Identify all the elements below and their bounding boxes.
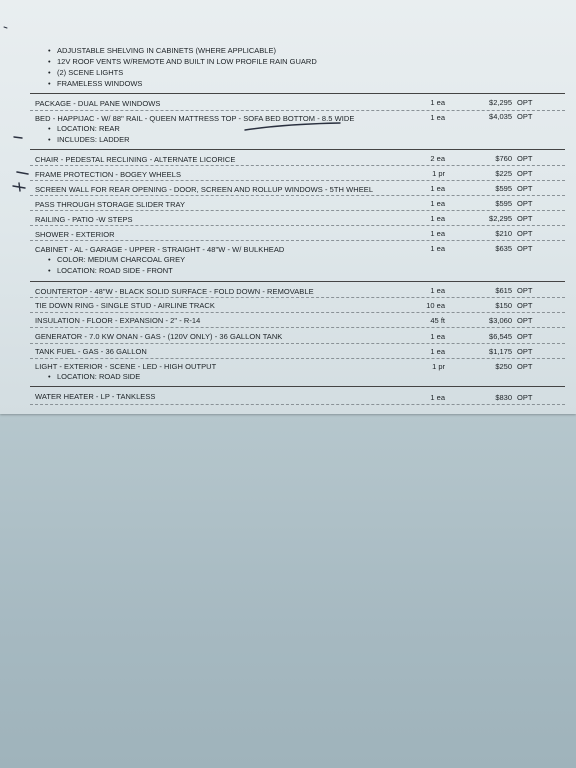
pen-dash-mark [17, 172, 28, 174]
item-description: TANK FUEL - GAS - 36 GALLON [35, 347, 147, 356]
pen-check-mark [13, 183, 25, 191]
item-opt: OPT [517, 301, 533, 310]
item-opt: OPT [517, 393, 533, 402]
item-price: $150 [495, 301, 512, 310]
item-quantity: 1 ea [430, 214, 445, 223]
item-description: CABINET - AL - GARAGE - UPPER - STRAIGHT - 48"W - W/ BULKHEAD [35, 245, 285, 254]
item-description: SCREEN WALL FOR REAR OPENING - DOOR, SCREEN AND ROLLUP WINDOWS - 5TH WHEEL [35, 185, 374, 194]
top-bullet: • FRAMELESS WINDOWS [57, 79, 142, 88]
item-description: GENERATOR - 7.0 KW ONAN - GAS - (120V ONLY) - 36 GALLON TANK [35, 332, 283, 341]
item-opt: OPT [517, 112, 533, 121]
pen-underline-mark [245, 123, 340, 130]
item-description: FRAME PROTECTION - BOGEY WHEELS [35, 170, 182, 179]
item-price: $2,295 [489, 98, 512, 107]
item-description: WATER HEATER - LP - TANKLESS [35, 392, 156, 401]
item-price: $225 [495, 169, 512, 178]
item-quantity: 1 ea [430, 393, 445, 402]
item-description: SHOWER - EXTERIOR [35, 230, 115, 239]
item-price: $250 [495, 362, 512, 371]
item-quantity: 1 ea [430, 184, 445, 193]
item-quantity: 45 ft [430, 316, 445, 325]
item-quantity: 1 ea [430, 229, 445, 238]
item-price: $595 [495, 184, 512, 193]
item-price: $760 [495, 154, 512, 163]
item-quantity: 10 ea [426, 301, 445, 310]
item-opt: OPT [517, 332, 533, 341]
item-price: $595 [495, 199, 512, 208]
item-sub-bullet: • INCLUDES: LADDER [57, 135, 130, 144]
item-description: BED - HAPPIJAC - W/ 88" RAIL - QUEEN MATTRESS TOP - SOFA BED BOTTOM - 8.5 WIDE [35, 114, 355, 123]
item-description: PACKAGE - DUAL PANE WINDOWS [35, 99, 161, 108]
pen-dot-mark [4, 27, 7, 28]
item-sub-bullet: • LOCATION: ROAD SIDE - FRONT [57, 266, 173, 275]
item-price: $830 [495, 393, 512, 402]
item-description: LIGHT - EXTERIOR - SCENE - LED - HIGH OUTPUT [35, 362, 217, 371]
item-opt: OPT [517, 362, 533, 371]
item-quantity: 1 ea [430, 347, 445, 356]
item-sub-bullet: • LOCATION: REAR [57, 124, 120, 133]
item-quantity: 1 ea [430, 113, 445, 122]
top-bullet: • 12V ROOF VENTS W/REMOTE AND BUILT IN LOW PROFILE RAIN GUARD [57, 57, 317, 66]
item-opt: OPT [517, 214, 533, 223]
item-price: $1,175 [489, 347, 512, 356]
item-opt: OPT [517, 286, 533, 295]
item-opt: OPT [517, 316, 533, 325]
item-price: $4,035 [489, 112, 512, 121]
item-price: $615 [495, 286, 512, 295]
item-opt: OPT [517, 169, 533, 178]
item-quantity: 1 ea [430, 332, 445, 341]
item-opt: OPT [517, 184, 533, 193]
item-price: $635 [495, 244, 512, 253]
item-description: CHAIR - PEDESTAL RECLINING - ALTERNATE LICORICE [35, 155, 236, 164]
item-quantity: 1 pr [432, 362, 445, 371]
item-price: $2,295 [489, 214, 512, 223]
item-quantity: 1 ea [430, 199, 445, 208]
item-opt: OPT [517, 229, 533, 238]
item-opt: OPT [517, 244, 533, 253]
item-quantity: 2 ea [430, 154, 445, 163]
item-opt: OPT [517, 154, 533, 163]
item-description: PASS THROUGH STORAGE SLIDER TRAY [35, 200, 186, 209]
item-description: INSULATION - FLOOR - EXPANSION - 2" - R-14 [35, 316, 201, 325]
item-price: $6,545 [489, 332, 512, 341]
item-opt: OPT [517, 199, 533, 208]
item-opt: OPT [517, 347, 533, 356]
top-bullet: • (2) SCENE LIGHTS [57, 68, 123, 77]
top-bullet: • ADJUSTABLE SHELVING IN CABINETS (WHERE APPLICABLE) [57, 46, 276, 55]
table-surface [0, 414, 576, 768]
item-description: COUNTERTOP - 48"W - BLACK SOLID SURFACE - FOLD DOWN - REMOVABLE [35, 287, 314, 296]
item-opt: OPT [517, 98, 533, 107]
item-description: TIE DOWN RING - SINGLE STUD - AIRLINE TRACK [35, 301, 215, 310]
item-quantity: 1 ea [430, 98, 445, 107]
item-price: $3,060 [489, 316, 512, 325]
item-quantity: 1 pr [432, 169, 445, 178]
item-price: $210 [495, 229, 512, 238]
item-quantity: 1 ea [430, 286, 445, 295]
item-sub-bullet: • LOCATION: ROAD SIDE [57, 372, 140, 381]
item-description: RAILING - PATIO -W STEPS [35, 215, 133, 224]
item-sub-bullet: • COLOR: MEDIUM CHARCOAL GREY [57, 255, 185, 264]
item-quantity: 1 ea [430, 244, 445, 253]
pen-dash-mark [14, 137, 22, 138]
